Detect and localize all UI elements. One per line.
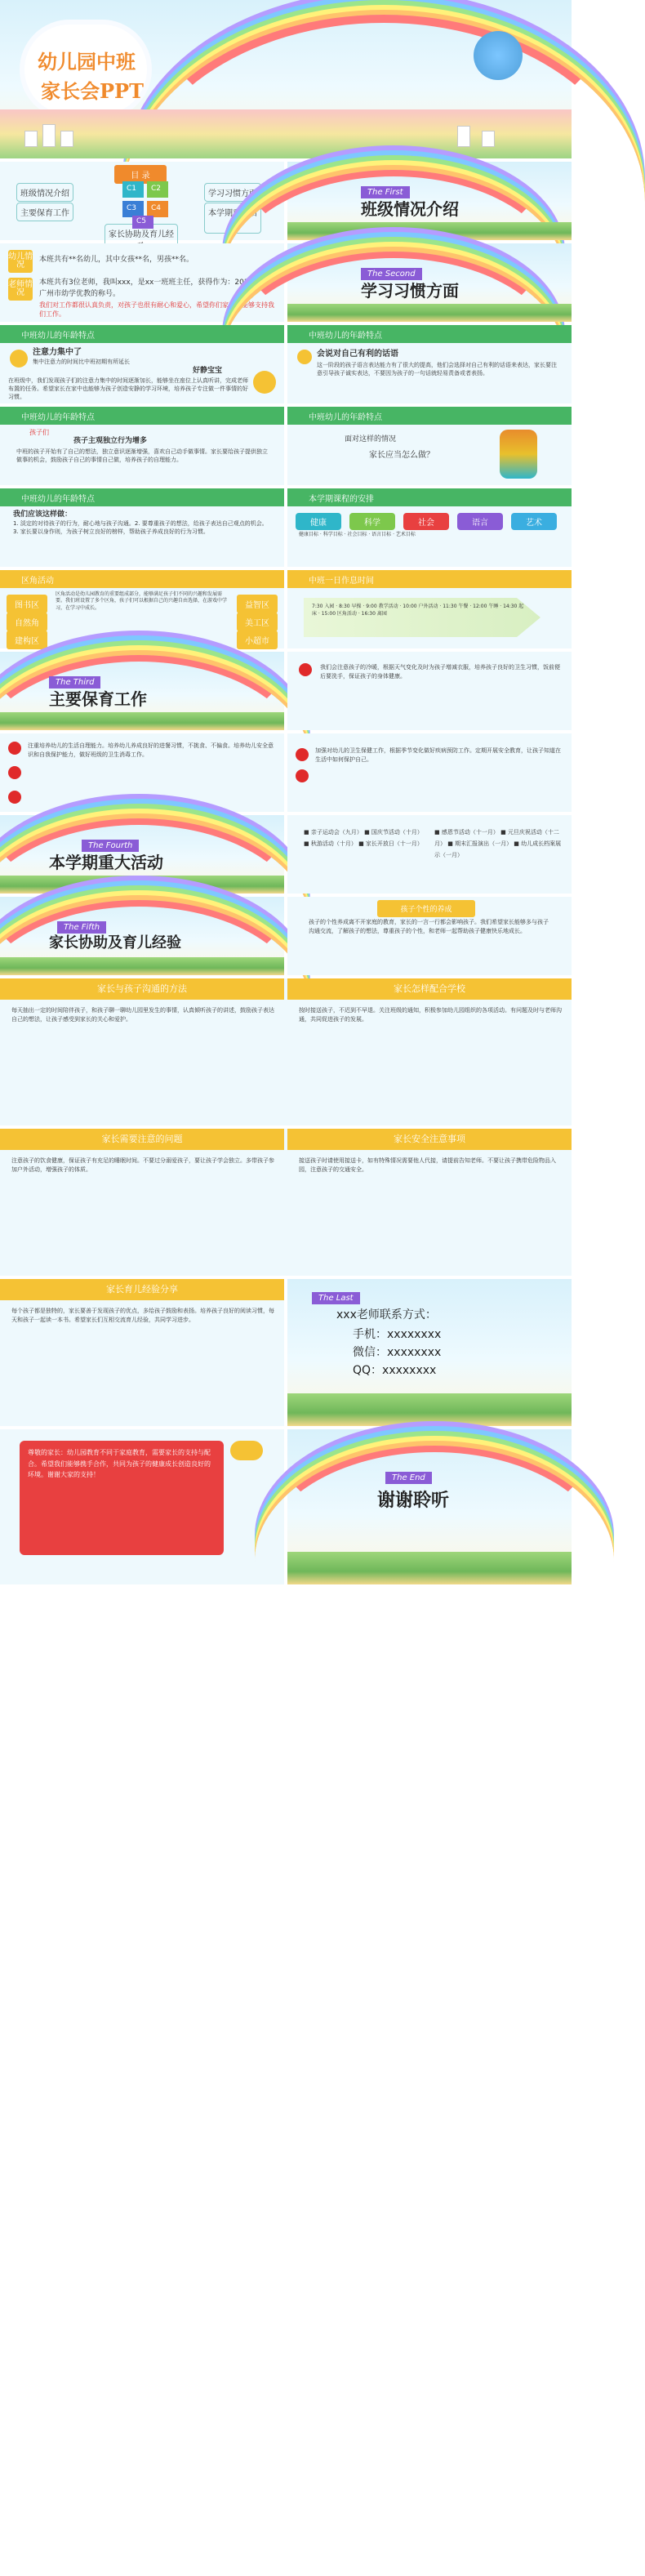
- method-header-left: 家长与孩子沟通的方法: [0, 978, 284, 1000]
- notes-text-right: 接送孩子时请使用接送卡，如有特殊情况需要他人代接，请提前告知老师。不要让孩子携带危险物品入园，注意孩子的交通安全。: [299, 1157, 556, 1174]
- contact-slide: [287, 1279, 572, 1426]
- section-slide-3: [0, 652, 284, 730]
- coop-title: 孩子个性的养成: [377, 900, 475, 917]
- habit-question-slide: [287, 407, 572, 485]
- closing-letter-slide: [0, 1429, 284, 1584]
- care-bullet-icon: [296, 769, 309, 782]
- activity-tag-6: 小超市: [237, 631, 278, 649]
- thanks-slide: [287, 1429, 572, 1584]
- care-bullet-icon: [8, 791, 21, 804]
- slide-header-text: 中班幼儿的年龄特点: [21, 495, 95, 504]
- coop-text: 孩子的个性养成离不开家庭的教育，家长的一言一行都会影响孩子。我们希望家长能够多与孩子沟通交流，了解孩子的想法，尊重孩子的个性，和老师一起帮助孩子健康快乐地成长。: [309, 919, 549, 935]
- slide-header: [0, 407, 284, 425]
- house-icon: [24, 131, 38, 147]
- attention-teacher: 好静宝宝: [193, 367, 223, 375]
- course-tag-4: 语言: [457, 513, 503, 530]
- house-icon: [457, 126, 470, 147]
- course-goals-text: 健康目标 · 科学目标 · 社会目标 · 语言目标 · 艺术目标: [299, 532, 416, 537]
- care-bullet-icon: [296, 748, 309, 761]
- care-notes-text: 每个孩子都是独特的，家长要善于发现孩子的优点，多给孩子鼓励和表扬。培养孩子良好的阅读习惯，每天和孩子一起读一本书。希望家长们互相交流育儿经验，共同学习进步。: [11, 1308, 274, 1324]
- events-left: ■ 亲子运动会（九月） ■ 国庆节活动（十月） ■ 秋游活动（十月） ■ 家长开放日（十一月）: [304, 829, 423, 847]
- contents-arrow-c5: C5: [132, 216, 153, 229]
- independent-kicker: 孩子们: [29, 429, 49, 436]
- slide-header: [287, 325, 572, 343]
- independent-title: 孩子主观独立行为增多: [73, 437, 148, 445]
- lightbulb-icon: [10, 350, 28, 368]
- slide-header: [287, 488, 572, 506]
- contact-heading: xxx老师联系方式：: [336, 1308, 437, 1321]
- should-text: 1. 淡定的对待孩子的行为，耐心地与孩子沟通。2. 要尊重孩子的想法，给孩子表达自己观点的机会。3. 家长要以身作则，为孩子树立良好的榜样，帮助孩子养成良好的行为习惯。: [13, 520, 268, 536]
- contact-wechat: 微信：xxxxxxxx: [353, 1346, 442, 1359]
- contents-item-4[interactable]: 本学期重大活动: [204, 203, 261, 234]
- contents-arrow-c1: C1: [122, 181, 144, 198]
- slide-header-text: 区角活动: [21, 577, 54, 586]
- slide-header: [0, 325, 284, 343]
- course-tag-5: 艺术: [511, 513, 557, 530]
- section-label-5: The Fifth: [57, 921, 106, 934]
- independent-text: 中班的孩子开始有了自己的想法，独立意识逐渐增强，喜欢自己动手做事情。家长要给孩子提供独立做事的机会，鼓励孩子自己的事情自己做，培养孩子的自理能力。: [16, 448, 268, 464]
- thanks-title: 谢谢聆听: [377, 1490, 450, 1511]
- schedule-times: 7:30 入园 · 8:30 早操 · 9:00 教学活动 · 10:00 户外活动 · 11:30 午餐 · 12:00 午睡 · 14:30 起床 · 15:00 区角活动 · 16:30 离园: [312, 604, 524, 617]
- page-bottom: [0, 1588, 572, 2576]
- care-slide-1: [287, 652, 572, 730]
- notes-slide: [0, 1129, 572, 1276]
- contents-item-3[interactable]: 主要保育工作: [16, 203, 73, 221]
- activity-slide: [0, 570, 284, 648]
- attention-sub: 集中注意力的时间比中班初期有所延长: [33, 359, 130, 365]
- slide-header: [0, 488, 284, 506]
- care-slide-2: [0, 733, 284, 812]
- care-notes-header: 家长育儿经验分享: [0, 1279, 284, 1300]
- house-icon: [482, 131, 495, 147]
- house-icon: [60, 131, 73, 147]
- thanks-label: The End: [385, 1472, 432, 1484]
- slide-header-text: 本学期课程的安排: [309, 495, 374, 504]
- notes-header-right: 家长安全注意事项: [287, 1129, 572, 1150]
- cover-title-line2: 家长会PPT: [41, 79, 144, 103]
- courses-slide: [287, 488, 572, 567]
- section-label-4: The Fourth: [82, 840, 139, 852]
- contact-label: The Last: [312, 1292, 360, 1304]
- contents-arrow-c4: C4: [147, 201, 168, 217]
- balloon-tree-icon: [474, 31, 523, 80]
- contact-qq: QQ：xxxxxxxx: [353, 1364, 437, 1377]
- ground-strip: [0, 957, 284, 975]
- events-right: ■ 感恩节活动（十一月） ■ 元旦庆祝活动（十二月） ■ 期末汇报演出（一月） ■ 幼儿成长档案展示（一月）: [434, 829, 562, 858]
- method-text-left: 每天抽出一定的时间陪伴孩子，和孩子聊一聊幼儿园里发生的事情，认真倾听孩子的讲述，鼓励孩子表达自己的想法，让孩子感受到家长的关心和爱护。: [11, 1007, 274, 1023]
- ground-strip: [287, 222, 572, 240]
- house-icon: [42, 124, 56, 147]
- attention-text: 在班级中，我们发现孩子们的注意力集中的时间逐渐加长，能够坐在座位上认真听讲，完成老师布置的任务。希望家长在家中也能够为孩子创造安静的学习环境，培养孩子专注做一件事情的好习惯。: [8, 377, 248, 400]
- children-tag: 幼儿情况: [8, 250, 33, 273]
- speak-text: 这一阶段的孩子语言表达能力有了很大的提高，他们会选择对自己有利的话语来表达，家长要注意引导孩子诚实表达，不要因为孩子的一句话就轻易责备或者表扬。: [317, 362, 557, 377]
- section-title-3: 主要保育工作: [49, 689, 147, 709]
- section-title-5: 家长协助及育儿经验: [49, 934, 181, 952]
- slide-header: [0, 570, 284, 588]
- speak-title: 会说对自己有利的话语: [317, 350, 398, 359]
- schedule-slide: [287, 570, 572, 648]
- cooperation-methods-slide: [0, 978, 572, 1125]
- section-title-1: 班级情况介绍: [361, 199, 459, 219]
- section-label-3: The Third: [49, 676, 100, 689]
- care-text-3: 加强对幼儿的卫生保健工作，根据季节变化做好疾病预防工作。定期开展安全教育，让孩子知道在生活中如何保护自己。: [315, 747, 561, 763]
- slide-header-text: 中班一日作息时间: [309, 577, 374, 586]
- care-text-2: 注重培养幼儿的生活自理能力。培养幼儿养成良好的进餐习惯，不挑食、不偏食。培养幼儿安全意识和自我保护能力，做好班级的卫生消毒工作。: [28, 742, 274, 758]
- closing-letter-text: 尊敬的家长：幼儿园教育不同于家庭教育，需要家长的支持与配合。希望我们能够携手合作，共同为孩子的健康成长创造良好的环境。谢谢大家的支持！: [28, 1449, 211, 1479]
- events-slide: [287, 815, 572, 894]
- care-notes-slide: [0, 1279, 284, 1426]
- coop-slide: [287, 897, 572, 975]
- course-tag-3: 社会: [403, 513, 449, 530]
- activity-tag-2: 自然角: [7, 613, 47, 631]
- care-slide-3: [287, 733, 572, 812]
- activity-tag-1: 图书区: [7, 595, 47, 613]
- care-bullet-icon: [8, 742, 21, 755]
- habit-should-slide: [0, 488, 284, 567]
- contents-title: 目 录: [114, 165, 167, 184]
- contents-arrow-c2: C2: [147, 181, 168, 198]
- question-line2: 家长应当怎么做？: [369, 451, 434, 460]
- activity-tag-4: 益智区: [237, 595, 278, 613]
- notes-text-left: 注意孩子的饮食健康，保证孩子有充足的睡眠时间。不要过分溺爱孩子，要让孩子学会独立。多带孩子参加户外活动，增强孩子的体质。: [11, 1157, 274, 1174]
- slide-header: [287, 407, 572, 425]
- class-note: 我们对工作都很认真负责，对孩子也很有耐心和爱心，希望你们家长们能够支持我们工作。: [39, 301, 274, 319]
- slide-header-text: 中班幼儿的年龄特点: [309, 332, 382, 341]
- slide-header-text: 中班幼儿的年龄特点: [309, 413, 382, 422]
- habit-speak-slide: [287, 325, 572, 403]
- question-mark-icon: [500, 430, 537, 479]
- ground-strip: [287, 1393, 572, 1426]
- slide-header-text: 中班幼儿的年龄特点: [21, 332, 95, 341]
- ground-strip: [0, 876, 284, 894]
- activity-tag-7: 表演区: [122, 634, 163, 653]
- course-tag-1: 健康: [296, 513, 341, 530]
- method-text-right: 按时接送孩子，不迟到不早退。关注班级的通知，积极参加幼儿园组织的各项活动。有问题及时与老师沟通，共同促进孩子的发展。: [299, 1007, 562, 1023]
- question-line1: 面对这样的情况: [345, 435, 397, 443]
- ground-strip: [287, 304, 572, 322]
- lightbulb-icon: [297, 350, 312, 364]
- teacher-text: 本班共有3位老师，我叫xxx，是xx一班班主任，获得作为：2011年获得广州市幼学优教的称号。: [39, 279, 276, 298]
- section-title-4: 本学期重大活动: [49, 853, 163, 872]
- care-bullet-icon: [8, 766, 21, 779]
- sun-icon: [230, 1441, 263, 1460]
- contents-arrow-c3: C3: [122, 201, 144, 217]
- ground-strip: [287, 1552, 572, 1584]
- habit-attention-slide: [0, 325, 284, 403]
- contents-item-1[interactable]: 班级情况介绍: [16, 183, 73, 202]
- section-title-2: 学习习惯方面: [361, 281, 459, 301]
- section-slide-2: [287, 243, 572, 322]
- care-text-1: 我们会注意孩子的冷暖，根据天气变化及时为孩子增减衣服，培养孩子良好的卫生习惯，饭前便后要洗手，保证孩子的身体健康。: [320, 664, 560, 680]
- activity-text: 区角活动是幼儿园教育的重要组成部分，能够满足孩子们不同的兴趣和发展需要。我们班设置了多个区角，孩子们可以根据自己的兴趣自由选择，在游戏中学习，在学习中成长。: [56, 591, 228, 611]
- should-title: 我们应该这样做：: [13, 510, 73, 519]
- notes-header-left: 家长需要注意的问题: [0, 1129, 284, 1150]
- section-slide-1: [287, 162, 572, 240]
- activity-tag-3: 建构区: [7, 631, 47, 649]
- section-slide-4: [0, 815, 284, 894]
- activity-tag-5: 美工区: [237, 613, 278, 631]
- children-text: 本班共有**名幼儿，其中女孩**名，男孩**名。: [39, 256, 194, 264]
- cover-title-line1: 幼儿园中班: [38, 50, 136, 74]
- section-label-1: The First: [361, 186, 410, 198]
- slide-header: [287, 570, 572, 588]
- habit-independent-slide: [0, 407, 284, 485]
- cover-slide: [0, 0, 572, 158]
- slide-header-text: 中班幼儿的年龄特点: [21, 413, 95, 422]
- attention-title: 注意力集中了: [33, 348, 82, 357]
- smile-icon: [253, 371, 276, 394]
- teacher-tag: 老师情况: [8, 278, 33, 301]
- section-label-2: The Second: [361, 268, 422, 280]
- method-header-right: 家长怎样配合学校: [287, 978, 572, 1000]
- ground-strip: [0, 712, 284, 730]
- care-bullet-icon: [299, 663, 312, 676]
- contents-item-5[interactable]: 家长协助及育儿经: [105, 224, 178, 255]
- contents-item-2[interactable]: 学习习惯方面: [204, 183, 261, 202]
- course-tag-2: 科学: [349, 513, 395, 530]
- contact-phone: 手机：xxxxxxxx: [353, 1328, 442, 1341]
- section-slide-5: [0, 897, 284, 975]
